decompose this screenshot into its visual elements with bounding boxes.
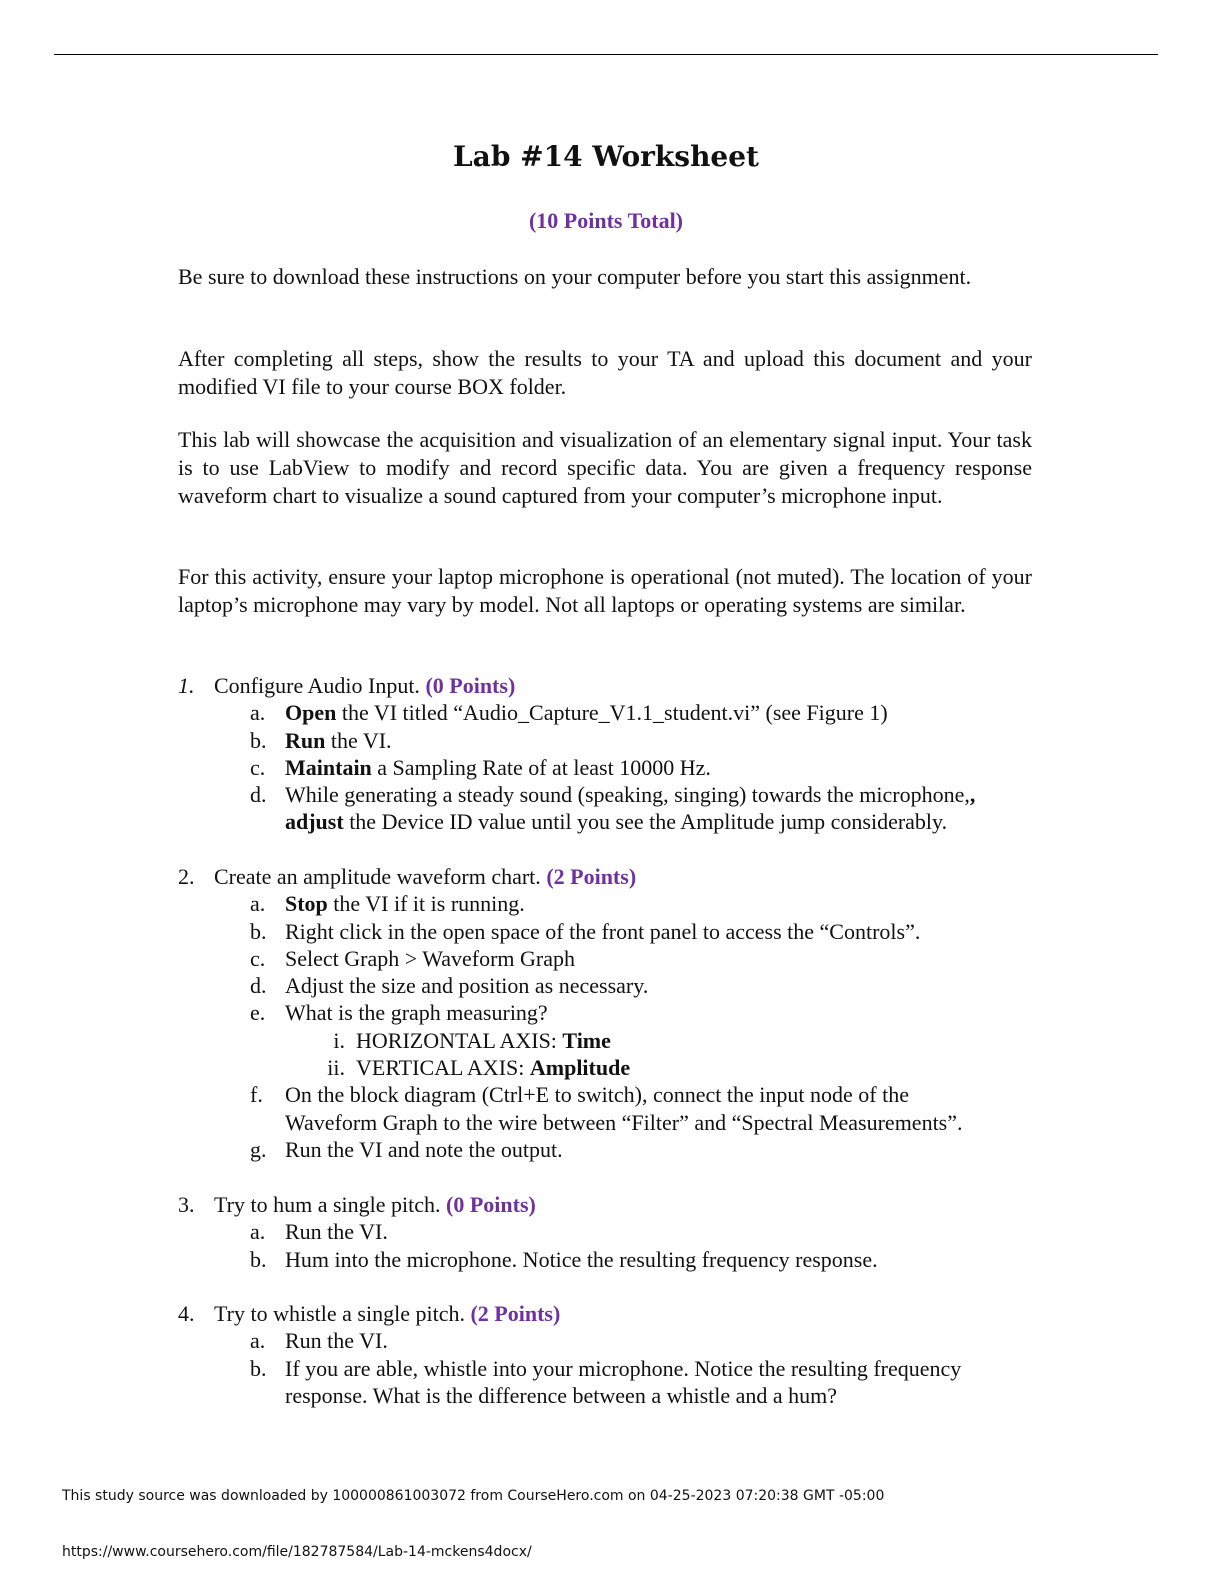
step-number: 3. [178,1192,195,1217]
step-points: (0 Points) [425,673,516,698]
roman-item: i. HORIZONTAL AXIS: Time [333,1027,611,1053]
list-item: e. What is the graph measuring? [250,1000,548,1026]
list-item: g. Run the VI and note the output. [250,1136,563,1162]
list-item: Waveform Graph to the wire between “Filter” and “Spectral Measurements”. [285,1109,963,1135]
list-item: a. Open the VI titled “Audio_Capture_V1.1_student.vi” (see Figure 1) [250,700,888,726]
list-item: b. Hum into the microphone. Notice the resulting frequency response. [250,1246,878,1272]
roman-item: ii. VERTICAL AXIS: Amplitude [327,1055,631,1081]
step-heading [178,672,1058,699]
intro-paragraph-4: For this activity, ensure your laptop microphone is operational (not muted). The location of your laptop’s microphone may vary by model. Not all laptops or operating systems are similar. [178,564,1032,617]
list-item: a. Run the VI. [250,1219,388,1245]
step-points: (2 Points) [470,1301,561,1326]
list-item: a. Stop the VI if it is running. [250,891,525,917]
step-1 [178,672,1058,836]
total-points: (10 Points Total) [528,208,684,233]
list-item: adjust the Device ID value until you see the Amplitude jump considerably. [285,809,948,835]
step-points: (0 Points) [446,1192,536,1217]
list-item: b. If you are able, whistle into your microphone. Notice the resulting frequency [250,1355,962,1381]
step-4 [178,1300,1058,1409]
source-url[interactable]: https://www.coursehero.com/file/182787584/Lab-14-mckens4docx/ [62,1544,532,1560]
list-item: a. Run the VI. [250,1328,388,1354]
step-heading [178,1300,1058,1327]
step-3 [178,1191,1058,1273]
intro-paragraph-2: After completing all steps, show the results to your TA and upload this document and your modified VI file to your course BOX folder. [178,346,1032,399]
intro-paragraph-1: Be sure to download these instructions on your computer before you start this assignment. [178,264,972,289]
header-rule [54,54,1158,55]
step-title: Try to whistle a single pitch. [214,1301,465,1326]
step-heading [178,1191,1058,1218]
list-item: c. Select Graph > Waveform Graph [250,945,576,971]
list-item: response. What is the difference between a whistle and a hum? [285,1382,838,1408]
step-number: 4. [178,1301,195,1326]
list-item: f. On the block diagram (Ctrl+E to switch), connect the input node of the [250,1082,909,1108]
list-item: d. Adjust the size and position as necessary. [250,973,649,999]
step-points: (2 Points) [546,864,637,889]
step-number: 1. [178,673,195,698]
step-title: Try to hum a single pitch. [214,1192,441,1217]
list-item: b. Right click in the open space of the front panel to access the “Controls”. [250,918,921,944]
page-title: Lab #14 Worksheet [452,140,759,173]
intro-paragraph-3: This lab will showcase the acquisition and visualization of an elementary signal input. Your task is to use LabView to modify and record specific data. You are given a frequency response waveform chart to visualize a sound captured from your computer’s microphone input. [178,427,1032,508]
step-2 [178,863,1058,1163]
list-item: d. While generating a steady sound (speaking, singing) towards the microphone,, [250,782,976,808]
step-number: 2. [178,864,195,889]
download-notice: This study source was downloaded by 100000861003072 from CourseHero.com on 04-25-2023 07:20:38 GMT -05:00 [62,1488,885,1504]
list-item: c. Maintain a Sampling Rate of at least 10000 Hz. [250,754,711,780]
step-title: Create an amplitude waveform chart. [214,864,541,889]
step-title: Configure Audio Input. [214,673,420,698]
step-heading [178,863,1058,890]
list-item: b. Run the VI. [250,727,392,753]
